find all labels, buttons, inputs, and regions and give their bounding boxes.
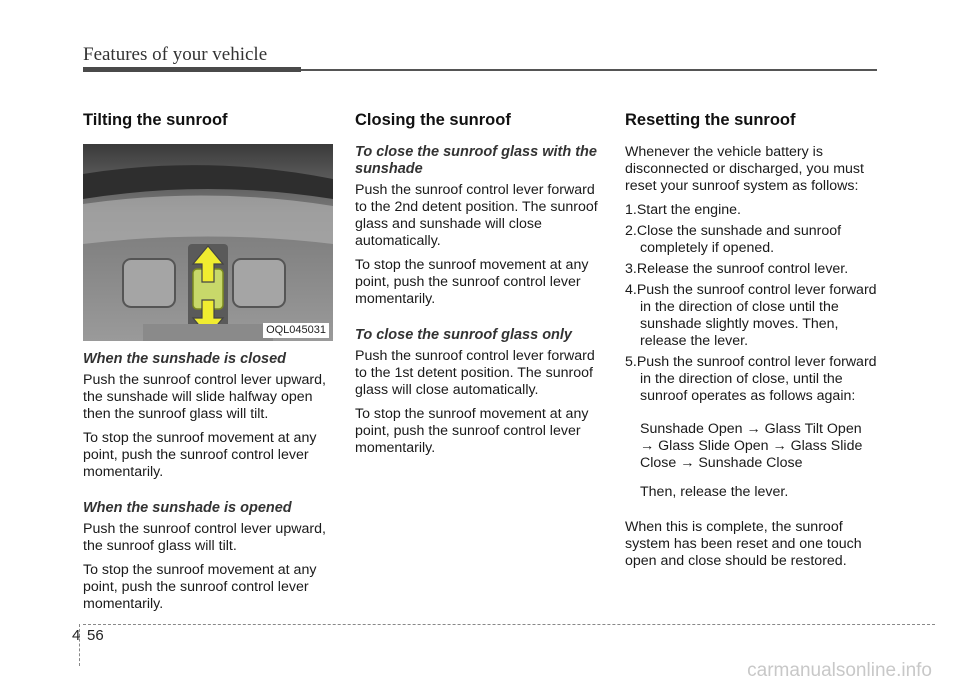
paragraph: Push the sunroof control lever forward to the 2nd detent position. The sunroof glass and sunshade will close automatically. (355, 182, 598, 249)
paragraph: Push the sunroof control lever upward, the sunshade will slide halfway open then the sunroof glass will tilt. (83, 372, 326, 422)
chapter-number: 4 (72, 627, 81, 644)
header-rule-dark (83, 67, 301, 72)
paragraph: Push the sunroof control lever upward, the sunroof glass will tilt. (83, 521, 326, 554)
page-number: 56 (87, 627, 104, 644)
list-item: 1.Start the engine. (625, 202, 741, 218)
subheading-glass-with-sunshade: To close the sunroof glass with the sunshade (355, 144, 597, 177)
sunroof-lever-illustration (83, 144, 333, 341)
paragraph: Push the sunroof control lever forward to the 1st detent position. The sunroof glass will close automatically. (355, 348, 595, 398)
list-item: 3.Release the sunroof control lever. (625, 261, 849, 277)
section-heading-closing: Closing the sunroof (355, 111, 511, 129)
subheading-sunshade-opened: When the sunshade is opened (83, 500, 292, 516)
section-heading-tilting: Tilting the sunroof (83, 111, 228, 129)
paragraph: To stop the sunroof movement at any point, push the sunroof control lever momentarily. (83, 430, 317, 480)
reset-steps-list (625, 202, 877, 405)
list-item: 5.Push the sunroof control lever forward in the direction of close, until the sunroof operates as follows again: (625, 354, 877, 404)
release-instruction: Then, release the lever. (640, 484, 789, 500)
header-rule-light (301, 69, 877, 71)
paragraph-intro: Whenever the vehicle battery is disconnected or discharged, you must reset your sunroof system as follows: (625, 144, 864, 194)
paragraph: To stop the sunroof movement at any point, push the sunroof control lever momentarily. (83, 562, 317, 612)
sunroof-control-figure (83, 144, 333, 341)
paragraph: To stop the sunroof movement at any point, push the sunroof control lever momentarily. (355, 406, 589, 456)
paragraph-outro: When this is complete, the sunroof system has been reset and one touch open and close should be restored. (625, 519, 862, 569)
list-item: 2.Close the sunshade and sunroof completely if opened. (625, 223, 842, 256)
footer-divider (83, 624, 935, 625)
paragraph: To stop the sunroof movement at any point, push the sunroof control lever momentarily. (355, 257, 589, 307)
section-heading-resetting: Resetting the sunroof (625, 111, 796, 129)
figure-code-label: OQL045031 (263, 323, 329, 338)
subheading-glass-only: To close the sunroof glass only (355, 327, 572, 343)
watermark: carmanualsonline.info (747, 660, 932, 681)
column-tilting (83, 108, 335, 620)
page-header-title: Features of your vehicle (83, 44, 268, 65)
column-closing (355, 108, 607, 464)
column-resetting (625, 108, 877, 577)
list-item: 4.Push the sunroof control lever forward in the direction of close until the sunshade slightly moves. Then, release the lever. (625, 282, 877, 349)
operation-sequence: Sunshade Open → Glass Tilt Open → Glass Slide Open → Glass Slide Close → Sunshade Close (640, 421, 863, 471)
subheading-sunshade-closed: When the sunshade is closed (83, 351, 287, 367)
